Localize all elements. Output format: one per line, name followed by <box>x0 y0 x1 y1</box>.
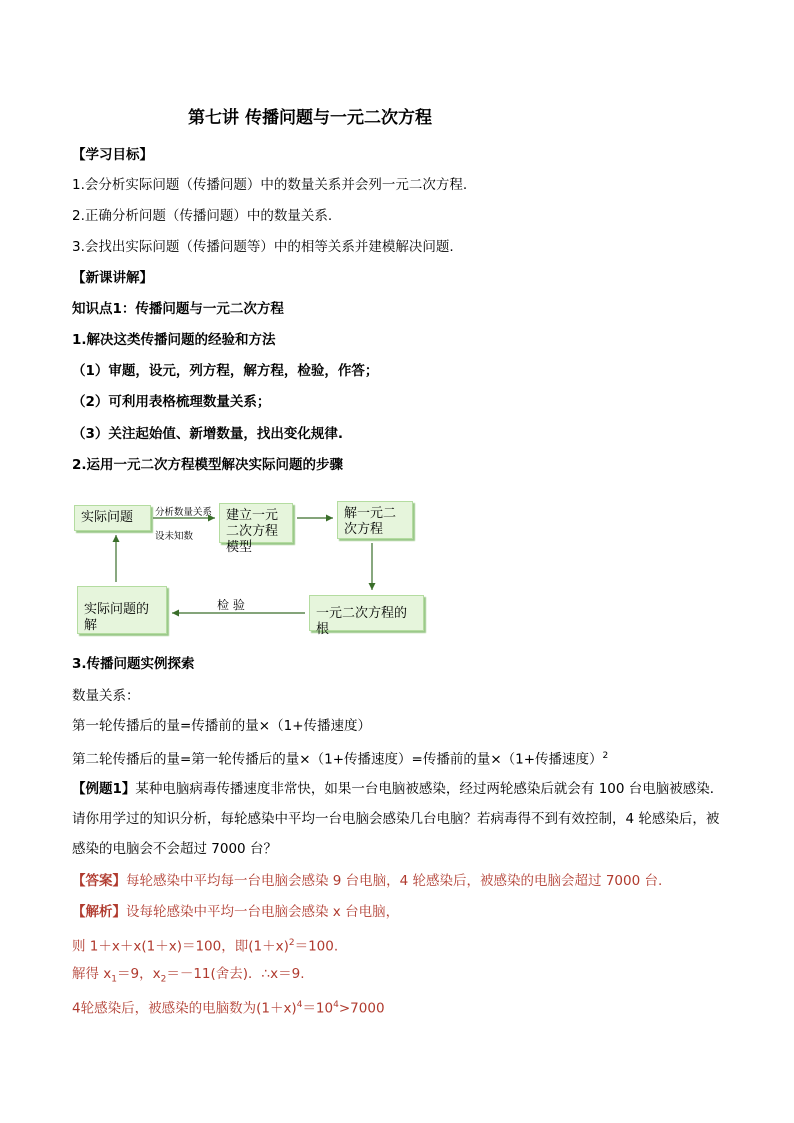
flow-box-label: 解一元二次方程 <box>344 506 397 537</box>
flow-label-check: 检 验 <box>217 598 245 612</box>
solution-line: 解得 $x_1=9$，$x_2=-11$(舍去)．∴x＝9. <box>72 966 305 985</box>
method-item: （2）可利用表格梳理数量关系； <box>72 394 271 410</box>
quantity-rule-1: 第一轮传播后的量=传播前的量×（1+传播速度） <box>72 718 372 734</box>
example-1 <box>72 774 724 864</box>
section-goals-heading: 【学习目标】 <box>72 147 153 163</box>
section-new-heading: 【新课讲解】 <box>72 270 153 286</box>
flow-box-label: 建立一元二次方程模型 <box>226 508 279 555</box>
analysis <box>72 902 399 922</box>
quantity-title: 数量关系： <box>72 688 140 704</box>
subheading-methods: 1.解决这类传播问题的经验和方法 <box>72 332 276 348</box>
flow-box-answer <box>77 586 167 634</box>
subheading-example: 3.传播问题实例探索 <box>72 656 195 672</box>
analysis-tag: 【解析】 <box>72 904 126 920</box>
knowledge-point-heading: 知识点1：传播问题与一元二次方程 <box>72 301 284 317</box>
method-item: （1）审题，设元，列方程，解方程，检验，作答； <box>72 363 379 379</box>
goal-item: 3.会找出实际问题（传播问题等）中的相等关系并建模解决问题. <box>72 239 454 255</box>
flow-box-root <box>309 595 424 637</box>
goal-item: 2.正确分析问题（传播问题）中的数量关系. <box>72 208 333 224</box>
answer-tag: 【答案】 <box>72 873 126 889</box>
page-title: 第七讲 传播问题与一元二次方程 <box>188 108 432 128</box>
goal-item: 1.会分析实际问题（传播问题）中的数量关系并会列一元二次方程. <box>72 177 468 193</box>
flow-box-label: 一元二次方程的根 <box>316 606 408 637</box>
analysis-text: 设每轮感染中平均一台电脑会感染 x 台电脑， <box>126 904 400 920</box>
final-line: 4轮感染后，被感染的电脑数为$(1+x)^4=10^4>7000$ <box>72 1000 385 1017</box>
flow-box-model <box>219 503 293 555</box>
quantity-rule-2: 第二轮传播后的量=第一轮传播后的量×（1+传播速度）=传播前的量×（1+传播速度）$^2$ <box>72 751 609 768</box>
flow-box-label: 实际问题 <box>81 510 134 525</box>
equation-line: 则 1＋x＋x(1＋x)＝100，即$(1+x)^2=100$. <box>72 938 339 955</box>
example-text: 某种电脑病毒传播速度非常快，如果一台电脑被感染，经过两轮感染后就会有 100 台电脑被感染．请你用学过的知识分析，每轮感染中平均一台电脑会感染几台电脑？若病毒得不到有效控制，4 轮感染后，被感染的电脑会不会超过 7000 台？ <box>72 781 724 857</box>
example-tag: 【例题1】 <box>72 781 136 797</box>
flow-box-problem <box>74 505 151 531</box>
subheading-steps: 2.运用一元二次方程模型解决实际问题的步骤 <box>72 457 344 473</box>
method-item: （3）关注起始值、新增数量，找出变化规律. <box>72 426 344 442</box>
answer <box>72 871 662 891</box>
flow-label-unknown: 设未知数 <box>155 531 194 542</box>
flow-box-solve <box>337 501 413 539</box>
answer-text: 每轮感染中平均每一台电脑会感染 9 台电脑，4 轮感染后，被感染的电脑会超过 7000 台. <box>126 873 663 889</box>
flow-box-label: 实际问题的解 <box>84 602 150 633</box>
flow-label-analyze: 分析数量关系 <box>155 507 213 518</box>
